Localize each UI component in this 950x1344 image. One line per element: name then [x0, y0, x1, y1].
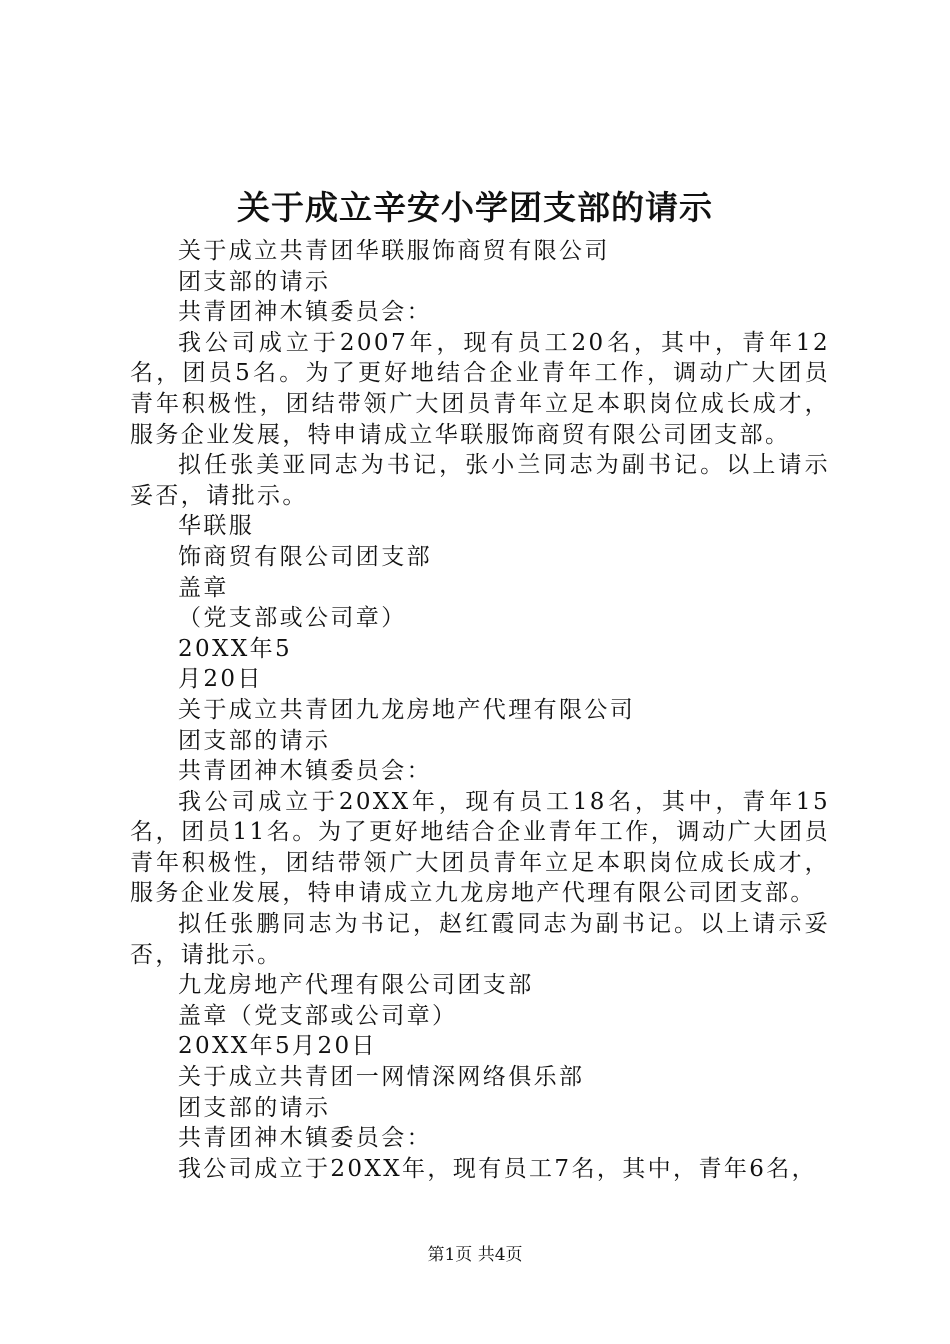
paragraph: 盖章 — [178, 574, 229, 601]
paragraph: 我公司成立于20XX年，现有员工7名，其中，青年6名， — [178, 1155, 818, 1182]
paragraph: 共青团神木镇委员会： — [178, 299, 432, 326]
paragraph: 拟任张美亚同志为书记，张小兰同志为副书记。以上请示妥否，请批示。 — [130, 452, 830, 509]
paragraph: 关于成立共青团华联服饰商贸有限公司 — [178, 238, 610, 264]
paragraph: 饰商贸有限公司团支部 — [178, 543, 432, 570]
paragraph: 20XX年5 — [178, 635, 293, 662]
paragraph: （党支部或公司章） — [178, 605, 407, 632]
paragraph: 九龙房地产代理有限公司团支部 — [178, 972, 534, 999]
paragraph: 拟任张鹏同志为书记，赵红霞同志为副书记。以上请示妥否，请批示。 — [130, 911, 830, 968]
paragraph: 我公司成立于20XX年，现有员工18名，其中，青年15名，团员11名。为了更好地结合企业青年工作，调动广大团员青年积极性，团结带领广大团员青年立足本职岗位成长成才，服务企业发展，特申请成立九龙房地产代理有限公司团支部。 — [130, 788, 830, 907]
paragraph: 共青团神木镇委员会： — [178, 1125, 432, 1152]
paragraph: 我公司成立于2007年，现有员工20名，其中，青年12名，团员5名。为了更好地结合企业青年工作，调动广大团员青年积极性，团结带领广大团员青年立足本职岗位成长成才，服务企业发展，特申请成立华联服饰商贸有限公司团支部。 — [130, 329, 830, 448]
paragraph: 关于成立共青团九龙房地产代理有限公司 — [178, 696, 636, 723]
paragraph: 共青团神木镇委员会： — [178, 758, 432, 785]
page-footer: 第1页 共4页 — [427, 1245, 523, 1265]
paragraph: 团支部的请示 — [178, 727, 331, 754]
document-title: 关于成立辛安小学团支部的请示 — [237, 188, 713, 227]
document-body — [130, 236, 830, 1184]
paragraph: 华联服 — [178, 513, 255, 540]
paragraph: 团支部的请示 — [178, 268, 331, 295]
paragraph: 团支部的请示 — [178, 1094, 331, 1121]
paragraph: 月20日 — [178, 666, 263, 693]
paragraph: 盖章（党支部或公司章） — [178, 1002, 458, 1029]
paragraph: 20XX年5月20日 — [178, 1033, 377, 1060]
paragraph: 关于成立共青团一网情深网络俱乐部 — [178, 1064, 585, 1091]
